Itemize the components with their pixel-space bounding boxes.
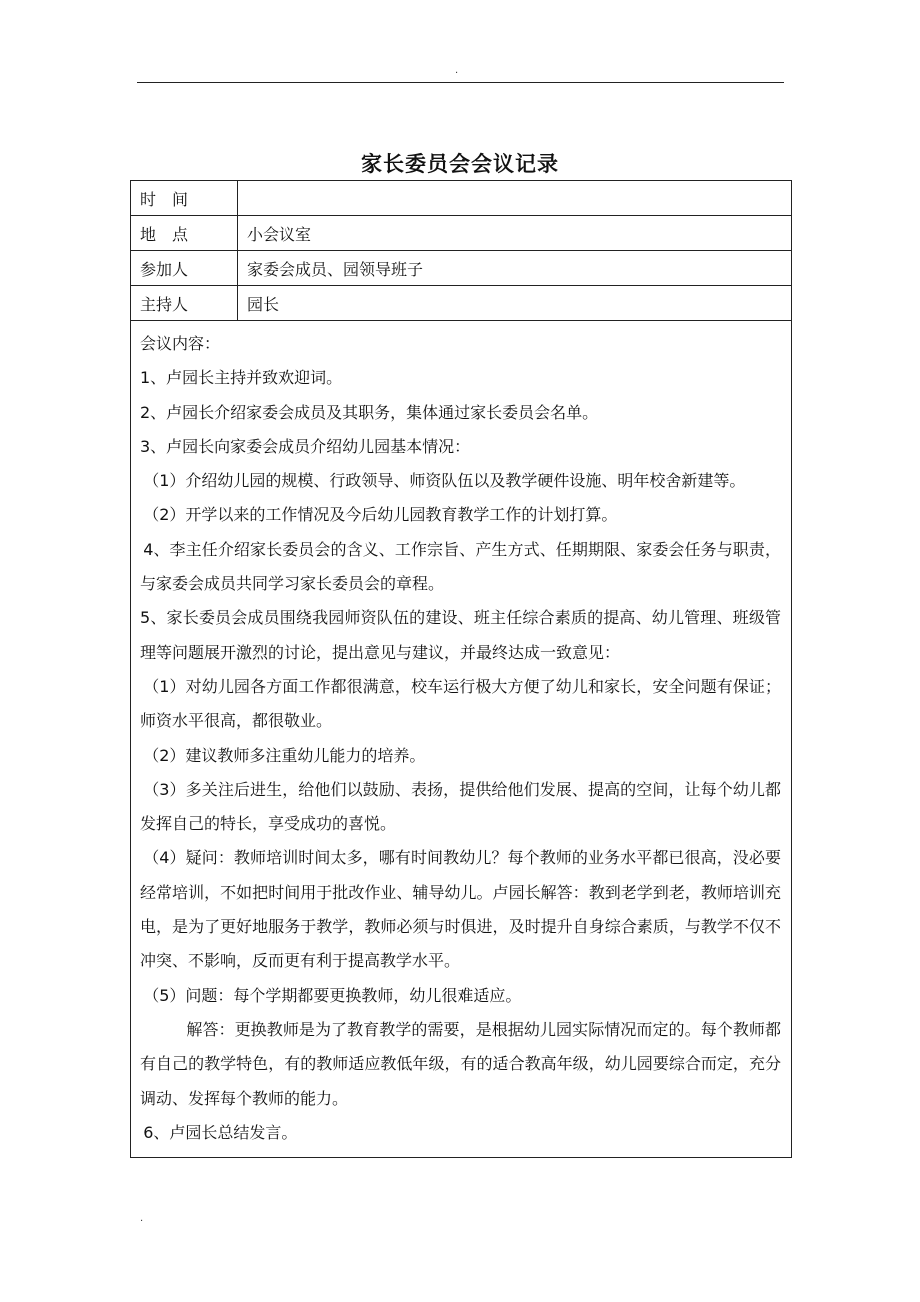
header-rule: [137, 82, 784, 83]
location-label: 地 点: [131, 216, 238, 251]
content-item-5-sub-5: （5）问题：每个学期都要更换教师，幼儿很难适应。: [143, 985, 522, 1005]
content-item-3-sub-2: （2）开学以来的工作情况及今后幼儿园教育教学工作的计划打算。: [143, 505, 618, 525]
meeting-content: [131, 321, 792, 1158]
header-mark: .: [455, 65, 459, 76]
info-row-location: [131, 216, 792, 251]
attendees-value: 家委会成员、园领导班子: [238, 251, 792, 286]
content-heading: 会议内容：: [140, 334, 221, 353]
content-item-5-sub-2: （2）建议教师多注重幼儿能力的培养。: [143, 745, 426, 765]
time-label: 时 间: [131, 181, 238, 216]
info-row-host: [131, 286, 792, 321]
footer-mark: .: [140, 1213, 144, 1224]
host-label: 主持人: [131, 286, 238, 321]
content-item-5-sub-4: （4）疑问：教师培训时间太多，哪有时间教幼儿？每个教师的业务水平都已很高，没必要经常培训，不如把时间用于批改作业、辅导幼儿。卢园长解答：教到老学到老，教师培训充电，是为了更好地服务于教学，教师必须与时俱进，及时提升自身综合素质，与教学不仅不冲突、不影响，反而更有利于提高教学水平。: [140, 848, 781, 971]
content-item-5: 5、家长委员会成员围绕我园师资队伍的建设、班主任综合素质的提高、幼儿管理、班级管理等问题展开激烈的讨论，提出意见与建议，并最终达成一致意见：: [140, 608, 781, 662]
content-item-1: 1、卢园长主持并致欢迎词。: [140, 368, 343, 388]
meeting-record-table: [130, 180, 792, 1158]
info-row-time: [131, 181, 792, 216]
attendees-label: 参加人: [131, 251, 238, 286]
time-value: [238, 181, 792, 216]
document-title: 家长委员会会议记录: [361, 152, 559, 176]
content-item-5-sub-1: （1）对幼儿园各方面工作都很满意，校车运行极大方便了幼儿和家长，安全问题有保证；师资水平很高，都很敬业。: [140, 676, 781, 731]
content-item-3: 3、卢园长向家委会成员介绍幼儿园基本情况：: [140, 436, 471, 456]
content-item-5-sub-3: （3）多关注后进生，给他们以鼓励、表扬，提供给他们发展、提高的空间，让每个幼儿都发挥自己的特长，享受成功的喜悦。: [140, 779, 781, 834]
content-item-5-sub-5-answer: 解答：更换教师是为了教育教学的需要，是根据幼儿园实际情况而定的。每个教师都有自己的教学特色，有的教师适应教低年级，有的适合教高年级，幼儿园要综合而定，充分调动、发挥每个教师的能力。: [140, 1019, 781, 1108]
content-item-3-sub-1: （1）介绍幼儿园的规模、行政领导、师资队伍以及教学硬件设施、明年校舍新建等。: [143, 471, 746, 491]
location-value: 小会议室: [238, 216, 792, 251]
content-item-2: 2、卢园长介绍家委会成员及其职务，集体通过家长委员会名单。: [140, 402, 599, 422]
host-value: 园长: [238, 286, 792, 321]
content-item-6: 6、卢园长总结发言。: [143, 1122, 298, 1142]
info-row-attendees: [131, 251, 792, 286]
content-row: [131, 321, 792, 1158]
content-item-4: 4、李主任介绍家长委员会的含义、工作宗旨、产生方式、任期期限、家委会任务与职责，与家委会成员共同学习家长委员会的章程。: [140, 539, 781, 594]
